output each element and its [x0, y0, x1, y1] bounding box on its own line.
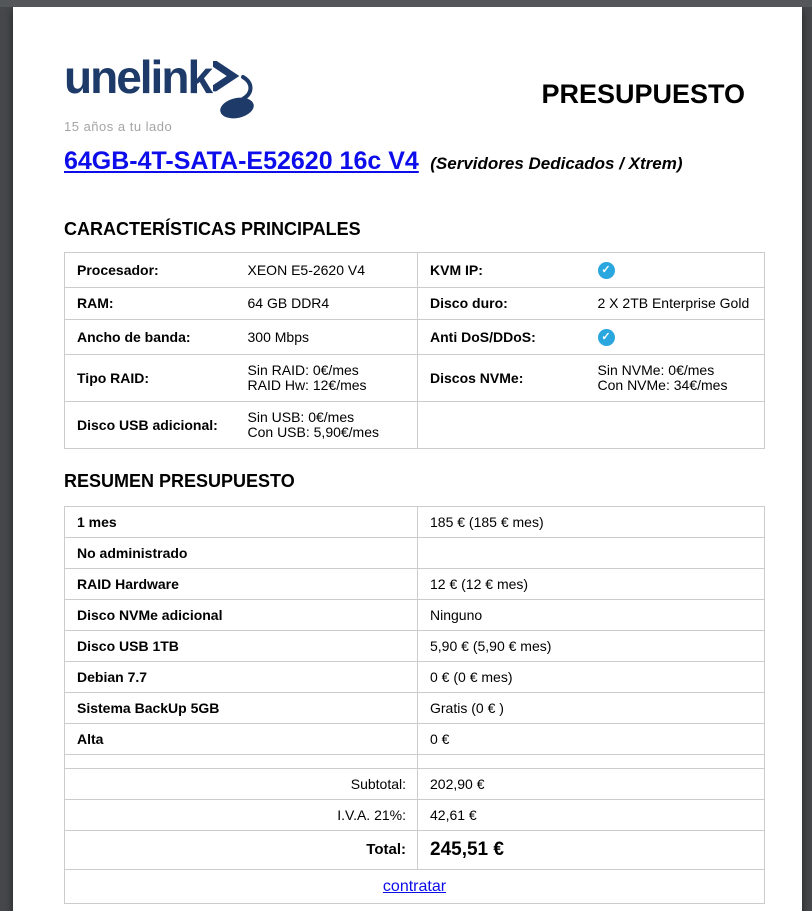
iva-label: I.V.A. 21%: — [65, 800, 418, 831]
feature-value — [236, 402, 418, 449]
feature-value — [586, 253, 765, 288]
summary-label: No administrado — [65, 538, 418, 569]
feature-value: 2 X 2TB Enterprise Gold — [586, 288, 765, 320]
summary-value: 0 € (0 € mes) — [418, 662, 765, 693]
feature-label: Disco USB adicional: — [65, 402, 236, 449]
summary-label: Alta — [65, 724, 418, 755]
total-row — [65, 831, 765, 870]
window-top-bar — [0, 0, 812, 7]
feature-value-line: Con NVMe: 34€/mes — [597, 377, 728, 393]
table-row — [65, 320, 765, 355]
summary-value: 0 € — [418, 724, 765, 755]
feature-value — [586, 355, 765, 402]
product-category: (Servidores Dedicados / Xtrem) — [430, 154, 683, 173]
feature-value — [586, 320, 765, 355]
table-row — [65, 662, 765, 693]
feature-label: Discos NVMe: — [418, 355, 586, 402]
product-link[interactable]: 64GB-4T-SATA-E52620 16c V4 — [64, 147, 419, 175]
action-row — [65, 870, 765, 904]
check-circle-icon: ✓ — [598, 262, 615, 279]
feature-value-line: Con USB: 5,90€/mes — [247, 424, 380, 440]
feature-value — [586, 402, 765, 449]
summary-table — [64, 506, 765, 904]
total-value: 245,51 € — [418, 831, 765, 870]
subtotal-label: Subtotal: — [65, 769, 418, 800]
summary-value — [418, 538, 765, 569]
table-row — [65, 402, 765, 449]
feature-value-line: RAID Hw: 12€/mes — [247, 377, 367, 393]
summary-value: 12 € (12 € mes) — [418, 569, 765, 600]
logo — [64, 51, 259, 134]
table-row — [65, 538, 765, 569]
table-row — [65, 288, 765, 320]
feature-value — [236, 355, 418, 402]
subtotal-value: 202,90 € — [418, 769, 765, 800]
feature-label: Disco duro: — [418, 288, 586, 320]
summary-value: 5,90 € (5,90 € mes) — [418, 631, 765, 662]
feature-label: KVM IP: — [418, 253, 586, 288]
feature-value-line: Sin USB: 0€/mes — [247, 409, 355, 425]
feature-label: Ancho de banda: — [65, 320, 236, 355]
logo-swoosh-icon — [213, 61, 259, 119]
feature-value-line: Sin NVMe: 0€/mes — [597, 362, 715, 378]
feature-label: Procesador: — [77, 261, 159, 278]
table-row — [65, 569, 765, 600]
table-row — [65, 724, 765, 755]
total-label: Total: — [65, 831, 418, 870]
document-page — [13, 7, 802, 911]
iva-row — [65, 800, 765, 831]
summary-value: Ninguno — [418, 600, 765, 631]
subtotal-row — [65, 769, 765, 800]
table-row — [65, 253, 765, 288]
product-line — [64, 147, 683, 176]
iva-value: 42,61 € — [418, 800, 765, 831]
feature-value: XEON E5-2620 V4 — [247, 261, 366, 278]
summary-label: Debian 7.7 — [65, 662, 418, 693]
feature-value: 64 GB DDR4 — [236, 288, 418, 320]
features-heading: CARACTERÍSTICAS PRINCIPALES — [64, 219, 361, 239]
feature-label: Tipo RAID: — [65, 355, 236, 402]
contratar-link[interactable]: contratar — [382, 878, 447, 895]
feature-label: Anti DoS/DDoS: — [418, 320, 586, 355]
page-title: PRESUPUESTO — [541, 79, 745, 109]
logo-tagline: 15 años a tu lado — [64, 119, 173, 134]
summary-value: 185 € (185 € mes) — [418, 507, 765, 538]
summary-heading: RESUMEN PRESUPUESTO — [64, 471, 295, 491]
summary-label: Disco NVMe adicional — [65, 600, 418, 631]
feature-label: RAM: — [65, 288, 236, 320]
features-table — [64, 252, 765, 449]
logo-brand-text: unelink — [64, 51, 212, 103]
summary-value: Gratis (0 € ) — [418, 693, 765, 724]
feature-value: 300 Mbps — [236, 320, 418, 355]
summary-label: 1 mes — [77, 514, 117, 530]
table-row — [65, 600, 765, 631]
check-circle-icon: ✓ — [598, 329, 615, 346]
table-row — [65, 693, 765, 724]
feature-label — [418, 402, 586, 449]
summary-label: RAID Hardware — [65, 569, 418, 600]
feature-value-line: Sin RAID: 0€/mes — [247, 362, 359, 378]
spacer-row — [65, 755, 765, 769]
summary-label: Sistema BackUp 5GB — [65, 693, 418, 724]
table-row — [65, 355, 765, 402]
summary-label: Disco USB 1TB — [65, 631, 418, 662]
table-row — [65, 631, 765, 662]
table-row — [65, 507, 765, 538]
